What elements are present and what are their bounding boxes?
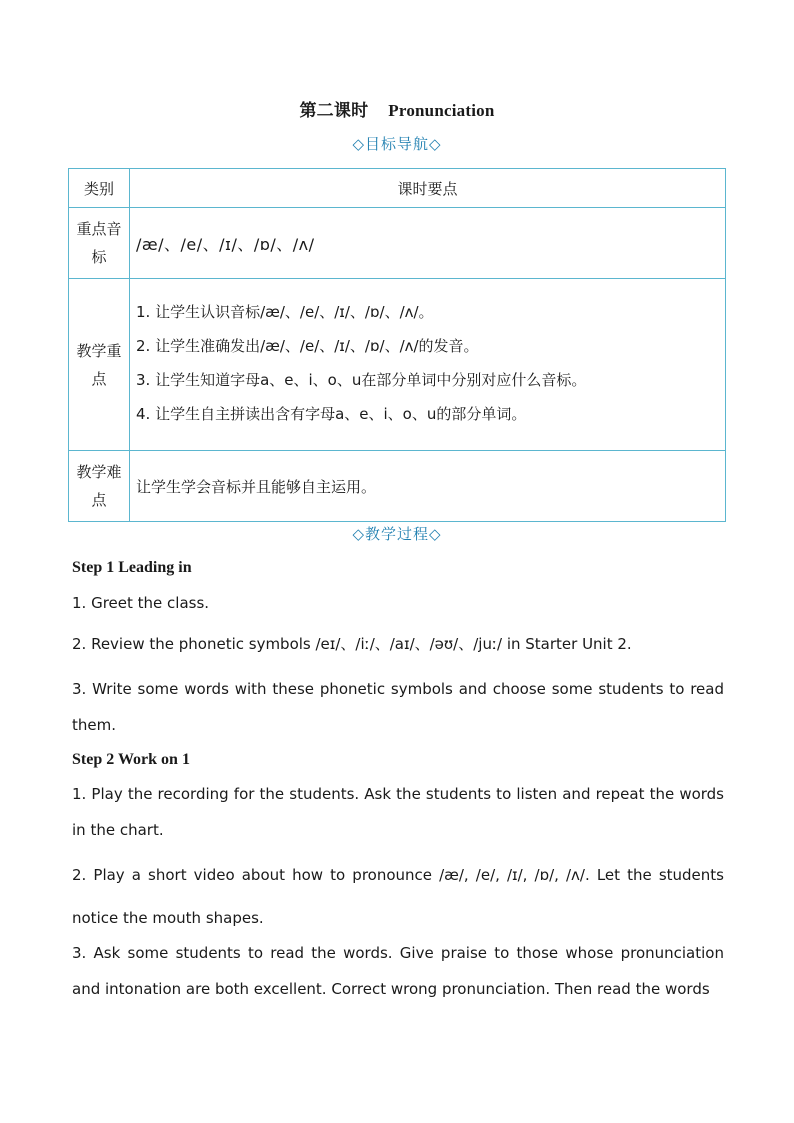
step2-item-1: 1. Play the recording for the students. Ask the students to listen and repeat the words in the chart.	[72, 785, 724, 839]
table-row	[69, 451, 726, 522]
row-category: 教学重点	[69, 279, 130, 451]
list-item: 3. 让学生知道字母a、e、i、o、u在部分单词中分别对应什么音标。	[136, 370, 587, 389]
header-points: 课时要点	[130, 169, 726, 208]
lesson-topic: Pronunciation	[388, 101, 495, 120]
row-content	[130, 279, 726, 451]
goals-table	[68, 168, 726, 522]
row-content: 让学生学会音标并且能够自主运用。	[130, 451, 726, 522]
table-header-row	[69, 169, 726, 208]
row-category: 教学难点	[69, 451, 130, 522]
lesson-number: 第二课时	[299, 101, 369, 120]
process-heading: ◇教学过程◇	[352, 525, 442, 543]
table-row	[69, 208, 726, 279]
step1-item-1: 1. Greet the class.	[72, 594, 210, 612]
step2-item-3: 3. Ask some students to read the words. Give praise to those whose pronunciation and intonation are both excellent. Correct wrong pronunciation. Then read the words	[72, 944, 724, 998]
step2-item-2: 2. Play a short video about how to pronounce /æ/, /e/, /ɪ/, /ɒ/, /ʌ/. Let the students notice the mouth shapes.	[72, 866, 724, 927]
header-category: 类别	[69, 169, 130, 208]
row-content: /æ/、/e/、/ɪ/、/ɒ/、/ʌ/	[130, 208, 726, 279]
goals-heading: ◇目标导航◇	[352, 135, 442, 153]
row-category: 重点音标	[69, 208, 130, 279]
list-item: 1. 让学生认识音标/æ/、/e/、/ɪ/、/ɒ/、/ʌ/。	[136, 302, 434, 321]
table-row	[69, 279, 726, 451]
step1-item-3: 3. Write some words with these phonetic symbols and choose some students to read them.	[72, 680, 724, 734]
list-item: 2. 让学生准确发出/æ/、/e/、/ɪ/、/ɒ/、/ʌ/的发音。	[136, 336, 479, 355]
page-title	[0, 96, 794, 121]
step1-item-2: 2. Review the phonetic symbols /eɪ/、/iː/、/aɪ/、/əʊ/、/juː/ in Starter Unit 2.	[72, 635, 632, 653]
step1-title: Step 1 Leading in	[72, 559, 192, 576]
list-item: 4. 让学生自主拼读出含有字母a、e、i、o、u的部分单词。	[136, 404, 527, 423]
step2-title: Step 2 Work on 1	[72, 751, 190, 768]
